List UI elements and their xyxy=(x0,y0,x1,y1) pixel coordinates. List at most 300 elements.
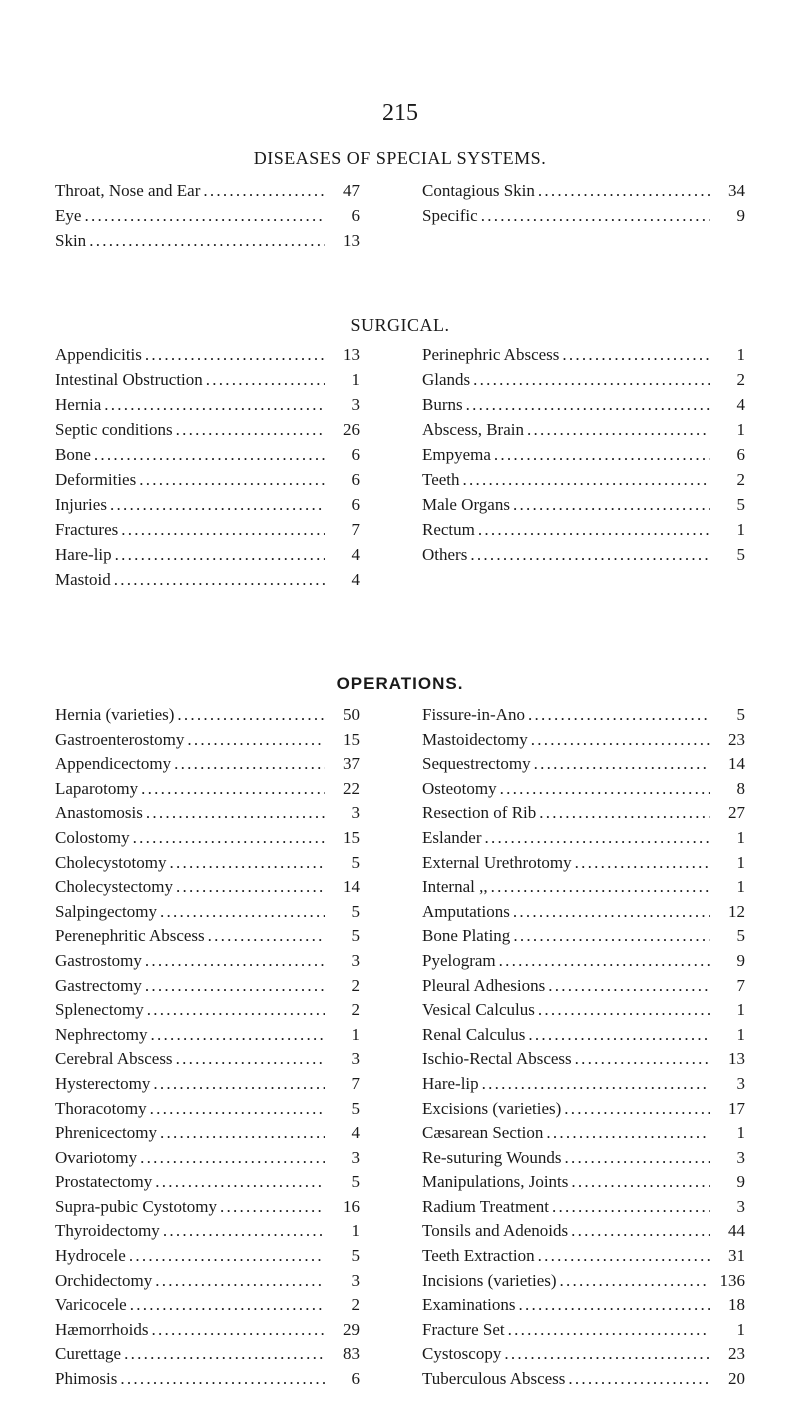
leader-dots xyxy=(152,1320,326,1340)
item-count: 14 xyxy=(343,877,360,897)
item-count: 1 xyxy=(736,1000,745,1020)
leader-dots xyxy=(140,1148,325,1168)
list-item xyxy=(55,1221,360,1246)
item-label: Bone xyxy=(55,445,91,464)
leader-dots xyxy=(151,1025,325,1045)
item-count: 1 xyxy=(736,1024,745,1044)
operations-section-title: OPERATIONS. xyxy=(336,674,464,693)
list-item xyxy=(422,779,745,804)
leader-dots xyxy=(208,926,325,946)
leader-dots xyxy=(169,853,325,873)
item-count: 13 xyxy=(343,345,360,364)
item-label: Ischio-Rectal Abscess xyxy=(422,1049,572,1069)
item-count: 16 xyxy=(343,1196,360,1216)
list-item xyxy=(55,495,360,520)
leader-dots xyxy=(470,545,710,565)
item-label: Hare-lip xyxy=(422,1073,479,1093)
item-label: Colostomy xyxy=(55,827,130,847)
list-item xyxy=(422,395,745,420)
item-count: 27 xyxy=(728,803,745,823)
item-count: 18 xyxy=(728,1295,745,1315)
leader-dots xyxy=(564,1099,710,1119)
item-label: Ovariotomy xyxy=(55,1147,138,1167)
list-item xyxy=(55,976,360,1001)
item-label: Fissure-in-Ano xyxy=(422,705,525,724)
item-label: Cholecystectomy xyxy=(55,877,174,897)
list-item xyxy=(55,902,360,927)
leader-dots xyxy=(163,1221,325,1241)
list-item xyxy=(55,1148,360,1173)
leader-dots xyxy=(89,231,325,251)
diseases-right-column xyxy=(422,181,745,231)
list-item xyxy=(422,1320,745,1345)
leader-dots xyxy=(203,181,325,201)
leader-dots xyxy=(571,1221,710,1241)
item-label: Fractures xyxy=(55,520,119,539)
list-item xyxy=(422,1344,745,1369)
leader-dots xyxy=(513,926,710,946)
leader-dots xyxy=(508,1320,710,1340)
item-count: 3 xyxy=(351,950,360,970)
item-count: 3 xyxy=(736,1147,745,1167)
list-item xyxy=(55,345,360,370)
list-item xyxy=(422,1295,745,1320)
leader-dots xyxy=(575,853,710,873)
item-count: 1 xyxy=(736,877,745,897)
item-label: Pyelogram xyxy=(422,950,496,970)
leader-dots xyxy=(538,181,710,201)
leader-dots xyxy=(528,1025,710,1045)
list-item xyxy=(422,420,745,445)
item-label: Hare-lip xyxy=(55,545,112,564)
item-label: Intestinal Obstruction xyxy=(55,370,203,389)
item-label: Anastomosis xyxy=(55,803,143,823)
item-count: 1 xyxy=(736,852,745,872)
list-item xyxy=(422,370,745,395)
item-label: Orchidectomy xyxy=(55,1270,153,1290)
list-item xyxy=(55,1123,360,1148)
list-item xyxy=(422,495,745,520)
item-label: Splenectomy xyxy=(55,1000,144,1020)
list-item xyxy=(55,1320,360,1345)
item-count: 3 xyxy=(351,395,360,414)
list-item xyxy=(55,181,360,206)
item-label: Abscess, Brain xyxy=(422,420,524,439)
item-label: Incisions (varieties) xyxy=(422,1270,557,1290)
item-label: Male Organs xyxy=(422,495,510,514)
item-label: Laparotomy xyxy=(55,778,139,798)
item-count: 3 xyxy=(736,1073,745,1093)
item-label: Examinations xyxy=(422,1295,516,1315)
leader-dots xyxy=(552,1197,710,1217)
item-count: 5 xyxy=(736,495,745,514)
list-item xyxy=(422,520,745,545)
item-count: 37 xyxy=(343,754,360,774)
leader-dots xyxy=(499,951,710,971)
leader-dots xyxy=(531,730,710,750)
item-count: 1 xyxy=(736,420,745,439)
item-label: Empyema xyxy=(422,445,491,464)
list-item xyxy=(55,779,360,804)
list-item xyxy=(55,370,360,395)
list-item xyxy=(422,1148,745,1173)
list-item xyxy=(55,1344,360,1369)
list-item xyxy=(55,231,360,256)
list-item xyxy=(55,853,360,878)
item-label: Teeth xyxy=(422,470,460,489)
list-item xyxy=(422,803,745,828)
list-item xyxy=(55,1246,360,1271)
item-label: Glands xyxy=(422,370,471,389)
leader-dots xyxy=(141,779,325,799)
item-count: 136 xyxy=(719,1270,745,1290)
list-item xyxy=(422,545,745,570)
item-count: 6 xyxy=(351,470,360,489)
item-label: Bone Plating xyxy=(422,926,511,946)
leader-dots xyxy=(155,1271,325,1291)
leader-dots xyxy=(145,345,325,365)
item-label: Phimosis xyxy=(55,1369,118,1389)
item-label: Throat, Nose and Ear xyxy=(55,181,201,200)
item-count: 3 xyxy=(351,1147,360,1167)
list-item xyxy=(422,181,745,206)
item-label: Deformities xyxy=(55,470,137,489)
item-label: Tonsils and Adenoids xyxy=(422,1221,569,1241)
list-item xyxy=(55,828,360,853)
item-label: Skin xyxy=(55,231,87,250)
list-item xyxy=(422,445,745,470)
leader-dots xyxy=(548,976,710,996)
list-item xyxy=(422,345,745,370)
item-label: Fracture Set xyxy=(422,1319,505,1339)
item-count: 12 xyxy=(728,901,745,921)
list-item xyxy=(55,1074,360,1099)
list-item xyxy=(422,853,745,878)
item-count: 44 xyxy=(728,1221,745,1241)
list-item xyxy=(55,1025,360,1050)
item-label: Eye xyxy=(55,206,82,225)
leader-dots xyxy=(534,754,710,774)
leader-dots xyxy=(174,754,325,774)
item-count: 15 xyxy=(343,729,360,749)
list-item xyxy=(422,926,745,951)
list-item xyxy=(55,730,360,755)
item-label: Amputations xyxy=(422,901,510,921)
item-count: 6 xyxy=(351,495,360,514)
item-count: 8 xyxy=(736,778,745,798)
item-count: 23 xyxy=(728,729,745,749)
list-item xyxy=(422,1074,745,1099)
item-count: 23 xyxy=(728,1344,745,1364)
item-count: 1 xyxy=(351,370,360,389)
item-label: Nephrectomy xyxy=(55,1024,148,1044)
list-item xyxy=(422,1049,745,1074)
item-label: Specific xyxy=(422,206,478,225)
surgical-left-column xyxy=(55,345,360,595)
list-item xyxy=(55,705,360,730)
item-count: 5 xyxy=(351,901,360,921)
item-label: Contagious Skin xyxy=(422,181,535,200)
item-count: 1 xyxy=(736,1319,745,1339)
leader-dots xyxy=(176,1049,325,1069)
leader-dots xyxy=(562,345,710,365)
item-count: 5 xyxy=(351,1246,360,1266)
item-count: 1 xyxy=(736,345,745,364)
leader-dots xyxy=(560,1271,710,1291)
item-count: 22 xyxy=(343,778,360,798)
item-count: 5 xyxy=(351,1172,360,1192)
item-label: Thyroidectomy xyxy=(55,1221,160,1241)
leader-dots xyxy=(500,779,710,799)
item-count: 4 xyxy=(736,395,745,414)
item-count: 5 xyxy=(351,852,360,872)
leader-dots xyxy=(538,1246,710,1266)
item-label: Perinephric Abscess xyxy=(422,345,560,364)
list-item xyxy=(55,520,360,545)
leader-dots xyxy=(494,445,710,465)
list-item xyxy=(55,420,360,445)
item-count: 20 xyxy=(728,1369,745,1389)
item-count: 1 xyxy=(736,520,745,539)
item-count: 3 xyxy=(351,1049,360,1069)
item-count: 26 xyxy=(343,420,360,439)
item-count: 15 xyxy=(343,827,360,847)
item-count: 2 xyxy=(736,470,745,489)
list-item xyxy=(422,1099,745,1124)
leader-dots xyxy=(150,1099,325,1119)
item-label: Cholecystotomy xyxy=(55,852,167,872)
leader-dots xyxy=(129,1246,325,1266)
item-label: Gastroenterostomy xyxy=(55,729,185,749)
item-label: Hydrocele xyxy=(55,1246,126,1266)
leader-dots xyxy=(484,828,710,848)
leader-dots xyxy=(130,1295,325,1315)
list-item xyxy=(55,1099,360,1124)
item-label: Supra-pubic Cystotomy xyxy=(55,1196,217,1216)
item-label: Thoracotomy xyxy=(55,1098,147,1118)
leader-dots xyxy=(482,1074,710,1094)
item-label: Curettage xyxy=(55,1344,122,1364)
item-label: Internal ,, xyxy=(422,877,488,897)
leader-dots xyxy=(133,828,325,848)
operations-left-column xyxy=(55,705,360,1394)
item-label: Gastrectomy xyxy=(55,975,142,995)
list-item xyxy=(422,1025,745,1050)
list-item xyxy=(55,1000,360,1025)
leader-dots xyxy=(528,705,710,725)
item-count: 7 xyxy=(351,520,360,539)
item-label: Appendicectomy xyxy=(55,754,172,774)
item-label: Mastoid xyxy=(55,570,111,589)
leader-dots xyxy=(124,1344,325,1364)
leader-dots xyxy=(571,1172,710,1192)
list-item xyxy=(422,1000,745,1025)
item-count: 13 xyxy=(343,231,360,250)
item-count: 50 xyxy=(343,705,360,724)
leader-dots xyxy=(104,395,325,415)
item-count: 9 xyxy=(736,1172,745,1192)
list-item xyxy=(55,206,360,231)
item-label: Vesical Calculus xyxy=(422,1000,535,1020)
item-count: 5 xyxy=(736,926,745,946)
item-count: 13 xyxy=(728,1049,745,1069)
leader-dots xyxy=(513,902,710,922)
surgical-right-column xyxy=(422,345,745,570)
list-item xyxy=(422,1123,745,1148)
leader-dots xyxy=(177,705,325,725)
item-count: 3 xyxy=(351,803,360,823)
list-item xyxy=(422,1271,745,1296)
item-label: Cerebral Abscess xyxy=(55,1049,173,1069)
item-count: 4 xyxy=(351,545,360,564)
list-item xyxy=(422,1172,745,1197)
leader-dots xyxy=(139,470,325,490)
item-count: 2 xyxy=(351,1295,360,1315)
item-count: 3 xyxy=(736,1196,745,1216)
leader-dots xyxy=(121,520,325,540)
list-item xyxy=(55,395,360,420)
leader-dots xyxy=(518,1295,710,1315)
leader-dots xyxy=(114,570,325,590)
leader-dots xyxy=(176,420,325,440)
item-count: 2 xyxy=(736,370,745,389)
list-item xyxy=(422,1221,745,1246)
leader-dots xyxy=(478,520,710,540)
item-count: 6 xyxy=(736,445,745,464)
item-label: Mastoidectomy xyxy=(422,729,528,749)
leader-dots xyxy=(220,1197,325,1217)
item-count: 5 xyxy=(351,926,360,946)
leader-dots xyxy=(466,395,710,415)
item-count: 1 xyxy=(736,827,745,847)
leader-dots xyxy=(491,877,710,897)
leader-dots xyxy=(575,1049,710,1069)
list-item xyxy=(422,705,745,730)
item-count: 29 xyxy=(343,1319,360,1339)
leader-dots xyxy=(84,206,325,226)
item-count: 2 xyxy=(351,1000,360,1020)
list-item xyxy=(55,1172,360,1197)
item-label: Excisions (varieties) xyxy=(422,1098,562,1118)
item-label: Re-suturing Wounds xyxy=(422,1147,562,1167)
leader-dots xyxy=(153,1074,325,1094)
item-label: Pleural Adhesions xyxy=(422,975,546,995)
item-count: 2 xyxy=(351,975,360,995)
item-label: Hysterectomy xyxy=(55,1073,151,1093)
list-item xyxy=(422,754,745,779)
item-count: 5 xyxy=(736,705,745,724)
list-item xyxy=(55,445,360,470)
list-item xyxy=(422,1369,745,1394)
list-item xyxy=(55,470,360,495)
list-item xyxy=(422,730,745,755)
list-item xyxy=(422,951,745,976)
leader-dots xyxy=(504,1344,710,1364)
list-item xyxy=(55,754,360,779)
item-label: Resection of Rib xyxy=(422,803,537,823)
surgical-section-title: SURGICAL. xyxy=(350,315,450,335)
page-number: 215 xyxy=(382,100,418,126)
leader-dots xyxy=(565,1148,710,1168)
list-item xyxy=(55,1295,360,1320)
leader-dots xyxy=(527,420,710,440)
leader-dots xyxy=(147,1000,325,1020)
item-label: Tuberculous Abscess xyxy=(422,1369,566,1389)
item-count: 5 xyxy=(351,1098,360,1118)
item-label: Renal Calculus xyxy=(422,1024,526,1044)
item-count: 5 xyxy=(736,545,745,564)
leader-dots xyxy=(473,370,710,390)
item-label: Hernia (varieties) xyxy=(55,705,175,724)
item-count: 3 xyxy=(351,1270,360,1290)
item-label: Eslander xyxy=(422,827,482,847)
item-count: 1 xyxy=(351,1221,360,1241)
list-item xyxy=(422,470,745,495)
item-count: 7 xyxy=(351,1073,360,1093)
leader-dots xyxy=(546,1123,710,1143)
item-label: Cystoscopy xyxy=(422,1344,502,1364)
item-count: 34 xyxy=(728,181,745,200)
item-count: 4 xyxy=(351,570,360,589)
item-count: 6 xyxy=(351,1369,360,1389)
leader-dots xyxy=(481,206,710,226)
item-count: 6 xyxy=(351,206,360,225)
item-count: 9 xyxy=(736,950,745,970)
leader-dots xyxy=(160,1123,325,1143)
item-count: 7 xyxy=(736,975,745,995)
leader-dots xyxy=(568,1369,710,1389)
item-count: 14 xyxy=(728,754,745,774)
leader-dots xyxy=(145,951,325,971)
item-label: Osteotomy xyxy=(422,778,497,798)
item-label: Perenephritic Abscess xyxy=(55,926,205,946)
item-label: Gastrostomy xyxy=(55,950,142,970)
list-item xyxy=(422,206,745,231)
operations-right-column xyxy=(422,705,745,1394)
leader-dots xyxy=(115,545,325,565)
leader-dots xyxy=(110,495,325,515)
item-count: 31 xyxy=(728,1246,745,1266)
item-count: 17 xyxy=(728,1098,745,1118)
item-label: Manipulations, Joints xyxy=(422,1172,569,1192)
item-label: Varicocele xyxy=(55,1295,127,1315)
leader-dots xyxy=(513,495,710,515)
list-item xyxy=(422,1246,745,1271)
list-item xyxy=(55,545,360,570)
leader-dots xyxy=(160,902,325,922)
item-count: 1 xyxy=(736,1123,745,1143)
list-item xyxy=(422,828,745,853)
item-count: 47 xyxy=(343,181,360,200)
item-label: Radium Treatment xyxy=(422,1196,550,1216)
list-item xyxy=(55,926,360,951)
item-label: Burns xyxy=(422,395,463,414)
item-count: 1 xyxy=(351,1024,360,1044)
list-item xyxy=(55,1049,360,1074)
leader-dots xyxy=(94,445,325,465)
list-item xyxy=(55,877,360,902)
leader-dots xyxy=(145,976,325,996)
item-label: Hernia xyxy=(55,395,102,414)
leader-dots xyxy=(176,877,325,897)
diseases-section-title: DISEASES OF SPECIAL SYSTEMS. xyxy=(253,148,547,168)
item-label: Teeth Extraction xyxy=(422,1246,535,1266)
list-item xyxy=(422,902,745,927)
item-label: Sequestrectomy xyxy=(422,754,531,774)
list-item xyxy=(422,976,745,1001)
leader-dots xyxy=(120,1369,325,1389)
item-count: 83 xyxy=(343,1344,360,1364)
